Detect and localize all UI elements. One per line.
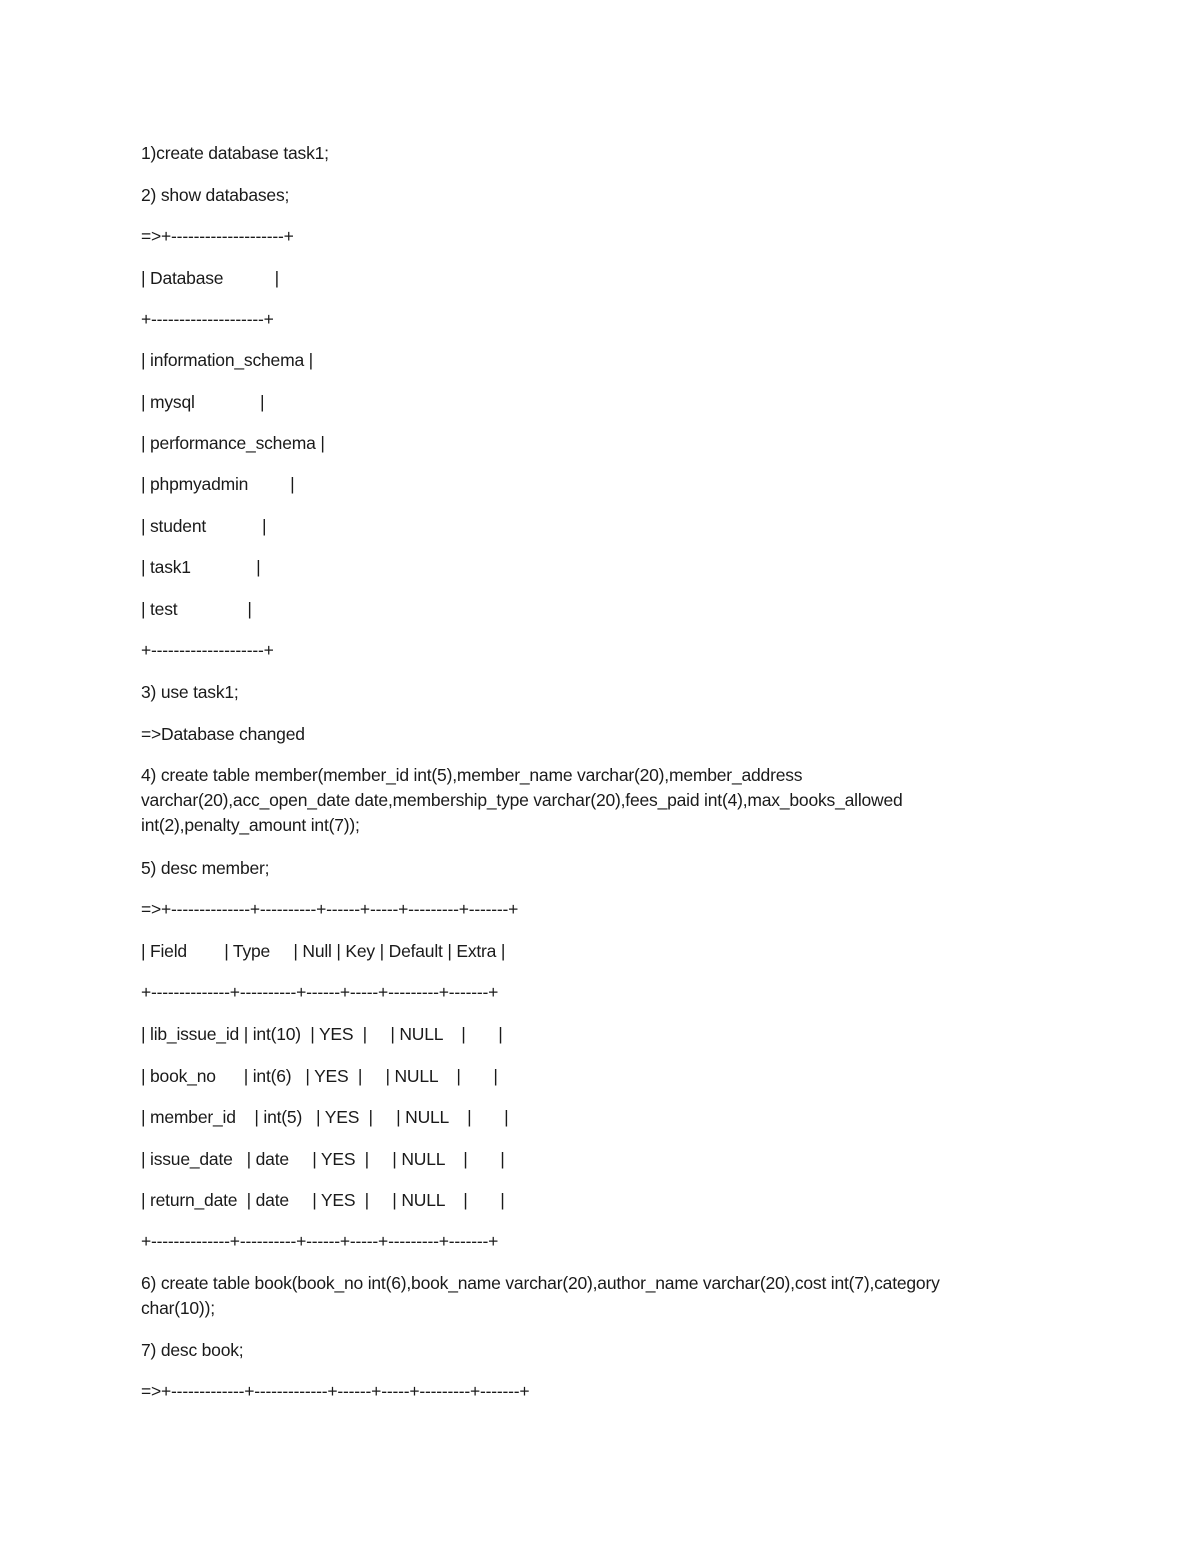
member-table-row: | return_date | date | YES | | NULL | | [141,1190,505,1210]
member-table-row: | lib_issue_id | int(10) | YES | | NULL | | [141,1024,503,1044]
databases-table-row: | student | [141,516,267,536]
databases-table-border-top: =>+--------------------+ [141,226,294,246]
databases-table-row: | information_schema | [141,350,313,370]
member-table-row: | member_id | int(5) | YES | | NULL | | [141,1107,509,1127]
step-1-create-database: 1)create database task1; [141,143,329,163]
step-5-desc-member: 5) desc member; [141,858,270,878]
book-table-border-top: =>+-------------+-------------+------+-----+---------+-------+ [141,1381,530,1401]
member-table-border-top: =>+--------------+----------+------+-----+---------+-------+ [141,899,519,919]
step-3-use-task1: 3) use task1; [141,682,239,702]
databases-table-row: | test | [141,599,252,619]
member-table-header: | Field | Type | Null | Key | Default | Extra | [141,941,506,961]
databases-table-row: | phpmyadmin | [141,474,295,494]
database-changed-output: =>Database changed [141,724,305,744]
databases-table-row: | performance_schema | [141,433,325,453]
step-2-show-databases: 2) show databases; [141,185,290,205]
member-table-row: | issue_date | date | YES | | NULL | | [141,1149,505,1169]
databases-table-row: | mysql | [141,392,265,412]
databases-table-divider: +--------------------+ [141,309,274,329]
step-6-create-book-table: 6) create table book(book_no int(6),book_name varchar(20),author_name varchar(20),cost int(7),category char(10)); [141,1273,940,1318]
databases-table-border-bottom: +--------------------+ [141,640,274,660]
step-4-create-member-table: 4) create table member(member_id int(5),member_name varchar(20),member_address varchar(20),acc_open_date date,membership_type varchar(20),fees_paid int(4),max_books_allowed int(2),penalty_amount int(7)); [141,765,903,835]
step-7-desc-book: 7) desc book; [141,1340,244,1360]
member-table-divider: +--------------+----------+------+-----+---------+-------+ [141,982,499,1002]
member-table-border-bottom: +--------------+----------+------+-----+---------+-------+ [141,1231,499,1251]
databases-table-row: | task1 | [141,557,261,577]
member-table-row: | book_no | int(6) | YES | | NULL | | [141,1066,498,1086]
databases-table-header: | Database | [141,268,279,288]
